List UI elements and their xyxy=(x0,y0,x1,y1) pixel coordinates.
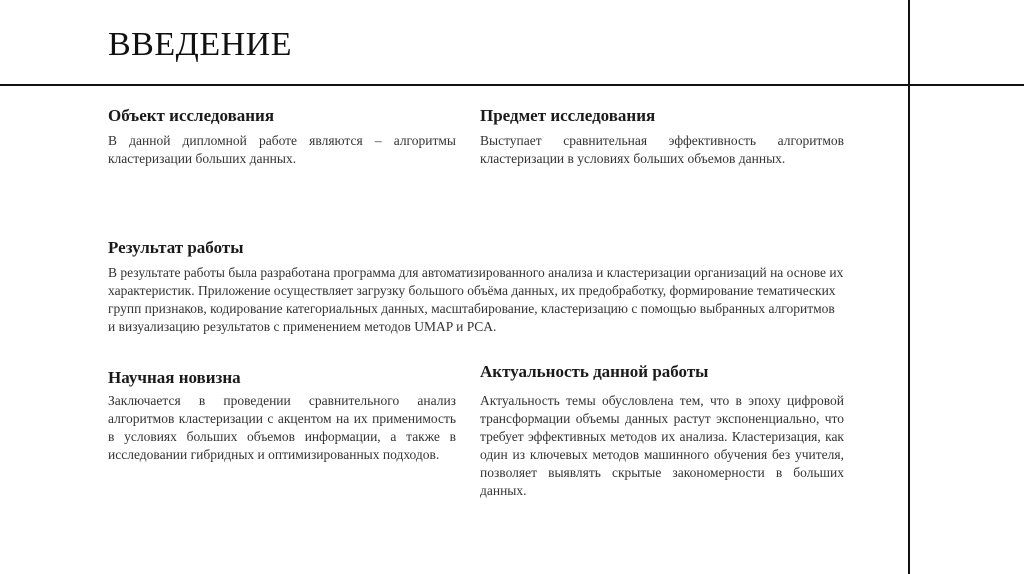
novelty-section xyxy=(108,368,456,464)
subject-heading: Предмет исследования xyxy=(480,106,656,125)
result-section xyxy=(108,238,844,336)
right-divider xyxy=(908,0,910,574)
novelty-text: Заключается в проведении сравнительного анализ алгоритмов кластеризации с акцентом на их применимость в условиях больших объемов информации, а также в исследовании гибридных и оптимизированных подходов. xyxy=(108,393,456,462)
object-text: В данной дипломной работе являются – алгоритмы кластеризации больших данных. xyxy=(108,133,456,166)
title-divider xyxy=(0,84,1024,86)
object-heading: Объект исследования xyxy=(108,106,275,125)
slide-title: ВВЕДЕНИЕ xyxy=(108,26,292,63)
result-text: В результате работы была разработана программа для автоматизированного анализа и кластеризации организаций на основе их характеристик. Приложение осуществляет загрузку большого объёма данных, их предобработку, формирование тематических групп признаков, кодирование категориальных данных, масштабирование, кластеризацию с помощью выбранных алгоритмов и визуализацию результатов с применением методов UMAP и PCA. xyxy=(108,265,844,334)
relevance-heading: Актуальность данной работы xyxy=(480,362,709,381)
object-section xyxy=(108,106,456,168)
subject-text: Выступает сравнительная эффективность алгоритмов кластеризации в условиях больших объемов данных. xyxy=(480,133,844,166)
relevance-section xyxy=(480,362,844,500)
novelty-heading: Научная новизна xyxy=(108,368,241,387)
relevance-text: Актуальность темы обусловлена тем, что в эпоху цифровой трансформации объемы данных растут экспоненциально, что требует эффективных методов их анализа. Кластеризация, как один из ключевых методов машинного обучения без учителя, позволяет выявлять скрытые закономерности в больших данных. xyxy=(480,393,844,498)
result-heading: Результат работы xyxy=(108,238,244,257)
subject-section xyxy=(480,106,844,168)
